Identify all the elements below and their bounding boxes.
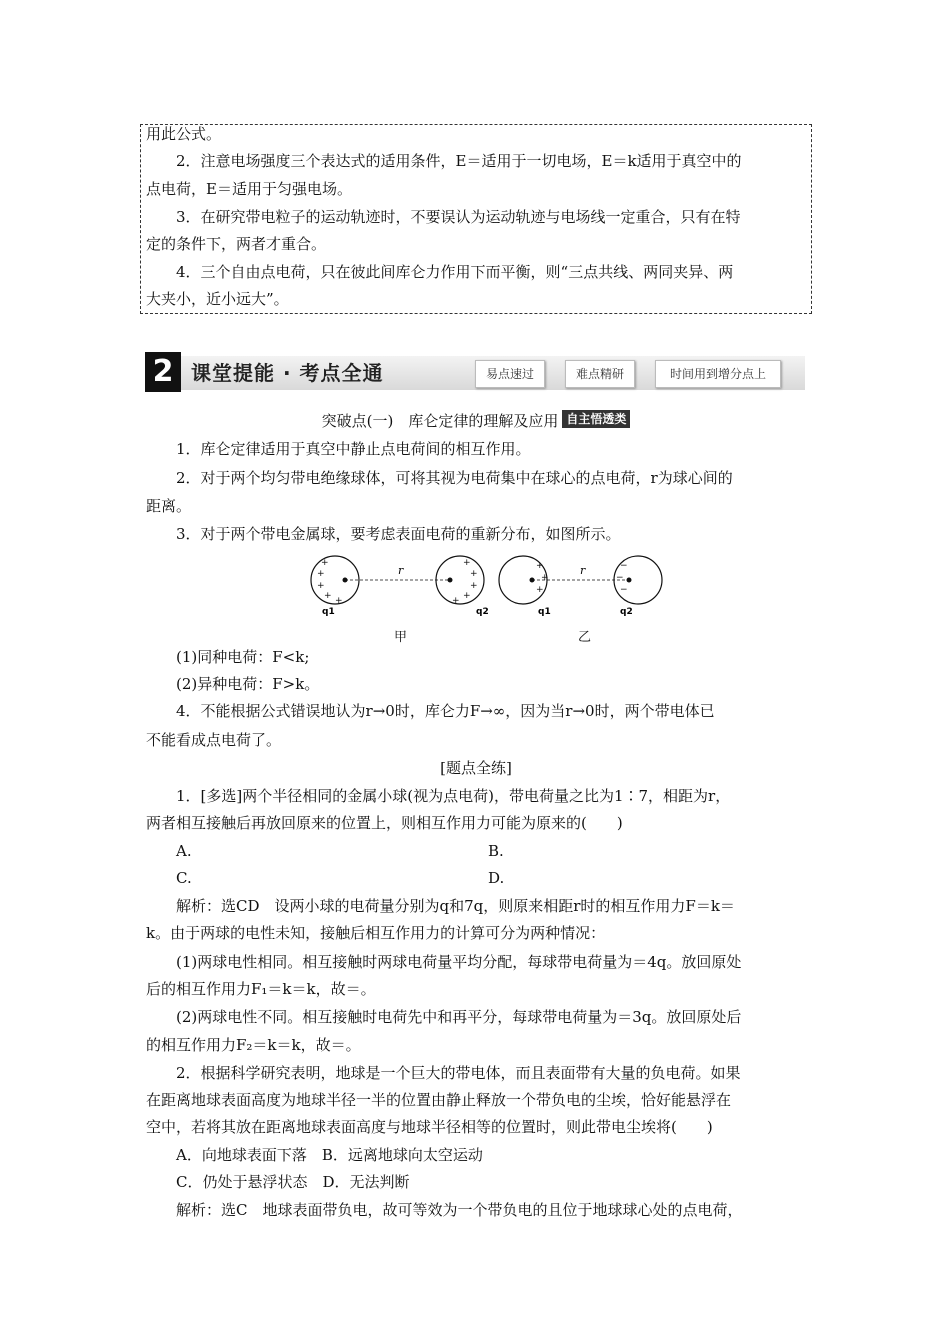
q2-label-right: q2: [620, 607, 633, 617]
q1-analysis: 后的相互作用力F₁＝k＝k，故＝。: [146, 980, 376, 998]
q1-analysis: 解析：选CD 设两小球的电荷量分别为q和7q，则原来相距r时的相互作用力F＝k＝: [176, 897, 735, 915]
svg-text:−: −: [620, 561, 628, 571]
q2-stem: 在距离地球表面高度为地球半径一半的位置由静止释放一个带负电的尘埃，恰好能悬浮在: [146, 1091, 732, 1109]
point-line: 3．对于两个带电金属球，要考虑表面电荷的重新分布，如图所示。: [176, 525, 621, 543]
q1-label-left: q1: [322, 607, 335, 617]
banner-button-easy[interactable]: 易点速过: [475, 360, 545, 388]
svg-text:+: +: [317, 569, 325, 579]
svg-text:+: +: [463, 558, 471, 568]
section-heading-text: 突破点(一) 库仑定律的理解及应用: [321, 412, 559, 430]
svg-text:+: +: [541, 573, 549, 583]
svg-text:+: +: [324, 591, 332, 601]
section-banner: [145, 352, 805, 392]
point-line: 距离。: [146, 497, 192, 515]
q1-option-c[interactable]: C.: [176, 869, 192, 887]
figure-caption-right: 乙: [578, 630, 592, 645]
case-line: (1)同种电荷：F<k;: [176, 648, 310, 666]
practice-heading: [题点全练]: [440, 759, 512, 777]
point4-line: 4．不能根据公式错误地认为r→0时，库仑力F→∞，因为当r→0时，两个带电体已: [176, 702, 715, 720]
case-line: (2)异种电荷：F>k。: [176, 675, 320, 693]
q1-stem: 1．[多选]两个半径相同的金属小球(视为点电荷)，带电荷量之比为1∶7，相距为r，: [176, 787, 731, 805]
point-line: 2．对于两个均匀带电绝缘球体，可将其视为电荷集中在球心的点电荷，r为球心间的: [176, 469, 733, 487]
figure-caption-left: 甲: [394, 630, 408, 645]
q1-analysis: k。由于两球的电性未知，接触后相互作用力的计算可分为两种情况：: [146, 924, 606, 942]
q2-stem: 空中，若将其放在距离地球表面高度与地球半径相等的位置时，则此带电尘埃将( ): [146, 1118, 713, 1136]
q1-option-b[interactable]: B.: [488, 842, 504, 860]
notice-line: 4．三个自由点电荷，只在彼此间库仑力作用下而平衡，则“三点共线、两同夹异、两: [176, 263, 734, 281]
svg-text:−: −: [620, 585, 628, 595]
svg-text:+: +: [317, 581, 325, 591]
charge-figure: [310, 552, 670, 622]
q2-analysis: 解析：选C 地球表面带负电，故可等效为一个带负电的且位于地球球心处的点电荷，: [176, 1201, 743, 1219]
r-label-right: r: [580, 564, 586, 577]
svg-text:+: +: [470, 569, 478, 579]
notice-line: 2．注意电场强度三个表达式的适用条件，E＝适用于一切电场，E＝k适用于真空中的: [176, 152, 742, 170]
svg-text:−: −: [616, 573, 624, 583]
section-heading: [146, 408, 806, 435]
section-tag: 自主悟透类: [562, 410, 630, 428]
q2-options[interactable]: C．仍处于悬浮状态 D．无法判断: [176, 1173, 410, 1191]
q2-label-left: q2: [476, 607, 489, 617]
svg-text:+: +: [536, 561, 544, 571]
q1-analysis: 的相互作用力F₂＝k＝k，故＝。: [146, 1036, 361, 1054]
svg-text:+: +: [470, 581, 478, 591]
banner-button-time[interactable]: 时间用到增分点上: [655, 360, 781, 388]
point-line: 1．库仑定律适用于真空中静止点电荷间的相互作用。: [176, 440, 531, 458]
svg-text:+: +: [321, 558, 329, 568]
notice-line: 点电荷，E＝适用于匀强电场。: [146, 180, 352, 198]
q2-stem: 2．根据科学研究表明，地球是一个巨大的带电体，而且表面带有大量的负电荷。如果: [176, 1064, 741, 1082]
q1-analysis: (2)两球电性不同。相互接触时电荷先中和再平分，每球带电荷量为＝3q。放回原处后: [176, 1008, 742, 1026]
svg-text:+: +: [452, 596, 460, 606]
notice-line: 用此公式。: [146, 125, 222, 143]
q1-option-d[interactable]: D.: [488, 869, 505, 887]
notice-line: 大夹小，近小远大”。: [146, 290, 289, 308]
q1-label-right: q1: [538, 607, 551, 617]
banner-number: 2: [145, 352, 181, 392]
q1-analysis: (1)两球电性相同。相互接触时两球电荷量平均分配，每球带电荷量为＝4q。放回原处: [176, 953, 742, 971]
q2-options[interactable]: A．向地球表面下落 B．远离地球向太空运动: [176, 1146, 483, 1164]
svg-text:+: +: [463, 591, 471, 601]
notice-line: 定的条件下，两者才重合。: [146, 235, 327, 253]
q1-option-a[interactable]: A.: [176, 842, 192, 860]
svg-text:+: +: [536, 585, 544, 595]
banner-button-hard[interactable]: 难点精研: [565, 360, 635, 388]
notice-line: 3．在研究带电粒子的运动轨迹时，不要误认为运动轨迹与电场线一定重合，只有在特: [176, 208, 741, 226]
banner-title: 课堂提能 · 考点全通: [191, 361, 384, 385]
point4-line: 不能看成点电荷了。: [146, 731, 282, 749]
svg-text:+: +: [335, 596, 343, 606]
r-label-left: r: [398, 564, 404, 577]
q1-stem: 两者相互接触后再放回原来的位置上，则相互作用力可能为原来的( ): [146, 814, 623, 832]
